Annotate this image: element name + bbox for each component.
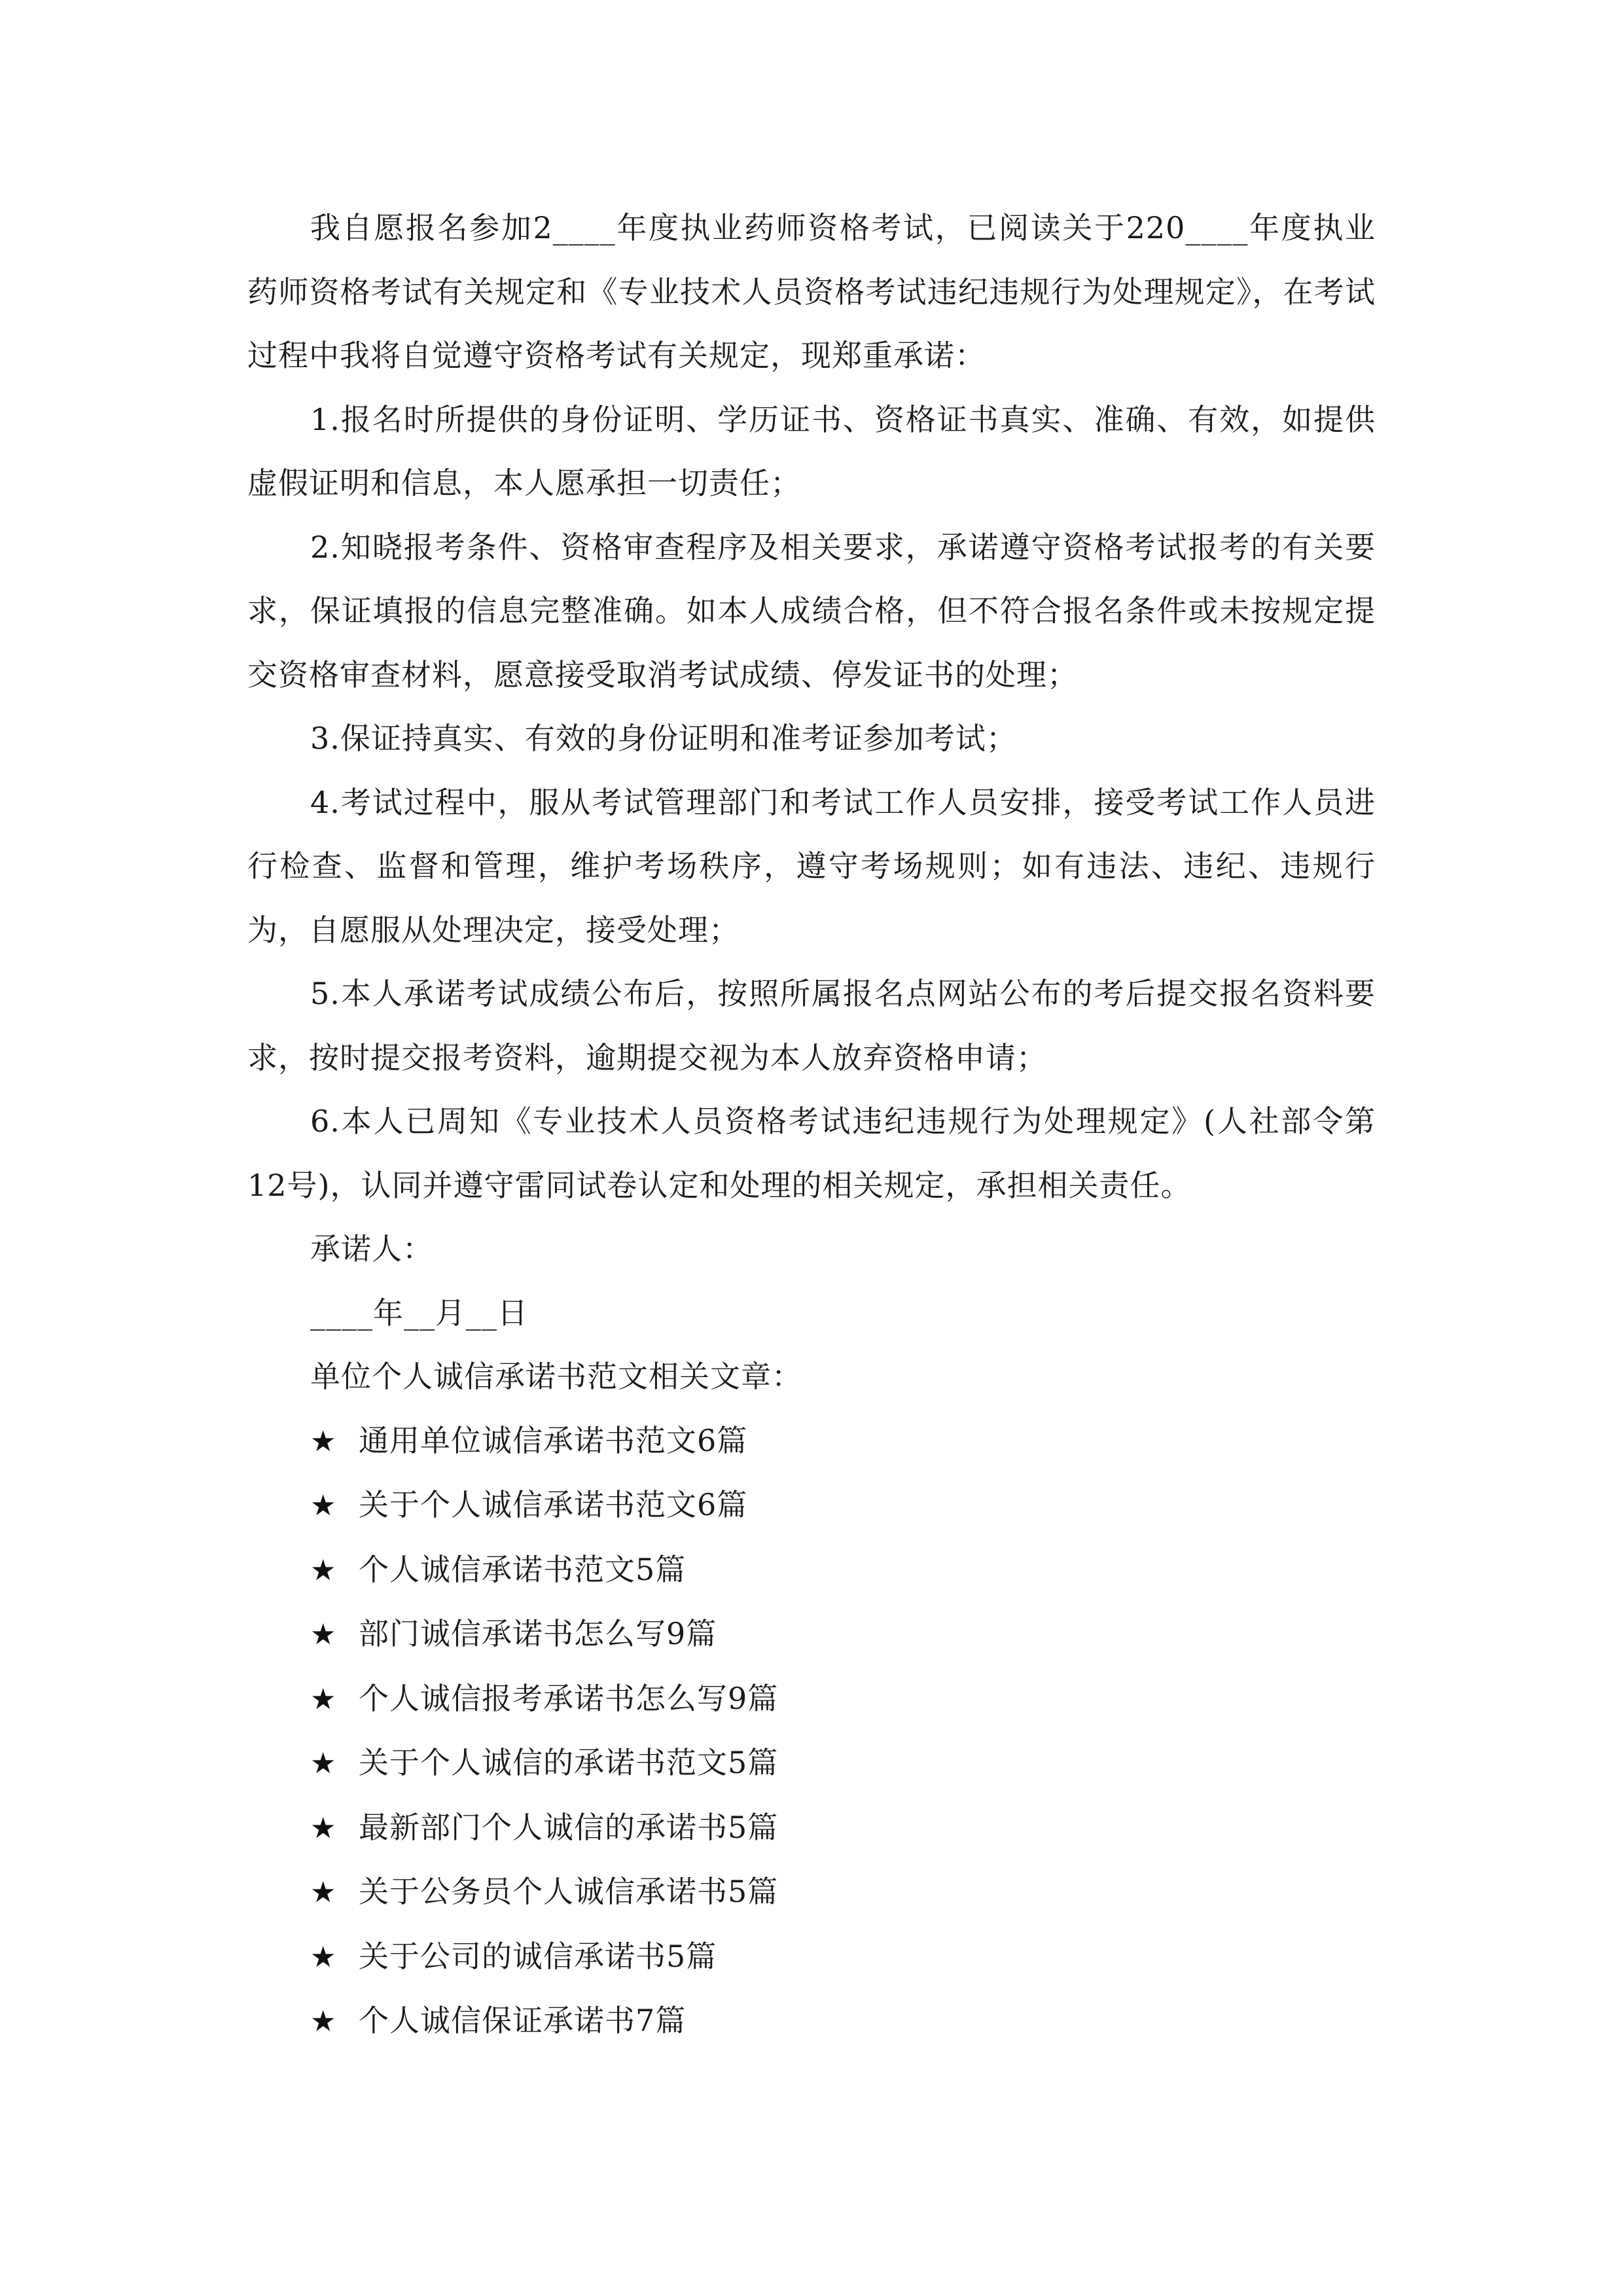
related-link[interactable] [247,1602,1376,1667]
pledge-item: 6.本人已周知《专业技术人员资格考试违纪违规行为处理规定》(人社部令第12号)，认同并遵守雷同试卷认定和处理的相关规定，承担相关责任。 [247,1103,1376,1203]
related-link-text[interactable]: 部门诚信承诺书怎么写9篇 [359,1616,717,1651]
star-icon: ★ [310,1682,337,1716]
related-heading: 单位个人诚信承诺书范文相关文章： [310,1359,802,1394]
star-icon: ★ [310,1747,337,1780]
related-link[interactable] [247,1796,1376,1861]
pledge-item: 4.考试过程中，服从考试管理部门和考试工作人员安排，接受考试工作人员进行检查、监督和管理，维护考场秩序，遵守考场规则；如有违法、违纪、违规行为，自愿服从处理决定，接受处理； [247,784,1376,948]
related-link-text[interactable]: 关于个人诚信的承诺书范文5篇 [359,1745,779,1780]
related-link-text[interactable]: 最新部门个人诚信的承诺书5篇 [359,1809,779,1845]
pledge-item: 2.知晓报考条件、资格审查程序及相关要求，承诺遵守资格考试报考的有关要求，保证填报的信息完整准确。如本人成绩合格，但不符合报名条件或未按规定提交资格审查材料，愿意接受取消考试成绩、停发证书的处理； [247,529,1376,692]
star-icon: ★ [310,1424,337,1458]
related-link[interactable] [247,1925,1376,1990]
related-link[interactable] [247,1731,1376,1796]
related-link[interactable] [247,1473,1376,1538]
star-icon: ★ [310,1553,337,1587]
related-link-text[interactable]: 个人诚信承诺书范文5篇 [359,1551,687,1587]
related-link-text[interactable]: 通用单位诚信承诺书范文6篇 [359,1422,748,1458]
star-icon: ★ [310,1876,337,1909]
pledge-item: 5.本人承诺考试成绩公布后，按照所属报名点网站公布的考后提交报名资料要求，按时提交报考资料，逾期提交视为本人放弃资格申请； [247,976,1376,1075]
intro-paragraph: 我自愿报名参加2____年度执业药师资格考试，已阅读关于220____年度执业药师资格考试有关规定和《专业技术人员资格考试违纪违规行为处理规定》，在考试过程中我将自觉遵守资格考试有关规定，现郑重承诺： [247,210,1376,373]
star-icon: ★ [310,2005,337,2038]
related-link[interactable] [247,1538,1376,1603]
related-link-text[interactable]: 关于公司的诚信承诺书5篇 [359,1938,717,1974]
star-icon: ★ [310,1940,337,1974]
related-link-text[interactable]: 个人诚信保证承诺书7篇 [359,2003,687,2038]
related-link-text[interactable]: 关于个人诚信承诺书范文6篇 [359,1487,748,1522]
related-list [247,1409,1376,2054]
related-link[interactable] [247,1409,1376,1474]
star-icon: ★ [310,1489,337,1522]
related-link-text[interactable]: 个人诚信报考承诺书怎么写9篇 [359,1680,779,1716]
pledge-item: 3.保证持真实、有效的身份证明和准考证参加考试； [310,721,1017,756]
document-body [247,196,1376,2054]
star-icon: ★ [310,1618,337,1651]
related-link[interactable] [247,1667,1376,1732]
related-link[interactable] [247,1989,1376,2054]
signature-label: 承诺人： [310,1231,433,1266]
date-line: ____年__月__日 [310,1295,528,1331]
star-icon: ★ [310,1811,337,1845]
pledge-item: 1.报名时所提供的身份证明、学历证书、资格证书真实、准确、有效，如提供虚假证明和信息，本人愿承担一切责任； [247,401,1376,501]
related-link[interactable] [247,1860,1376,1925]
related-link-text[interactable]: 关于公务员个人诚信承诺书5篇 [359,1874,779,1909]
